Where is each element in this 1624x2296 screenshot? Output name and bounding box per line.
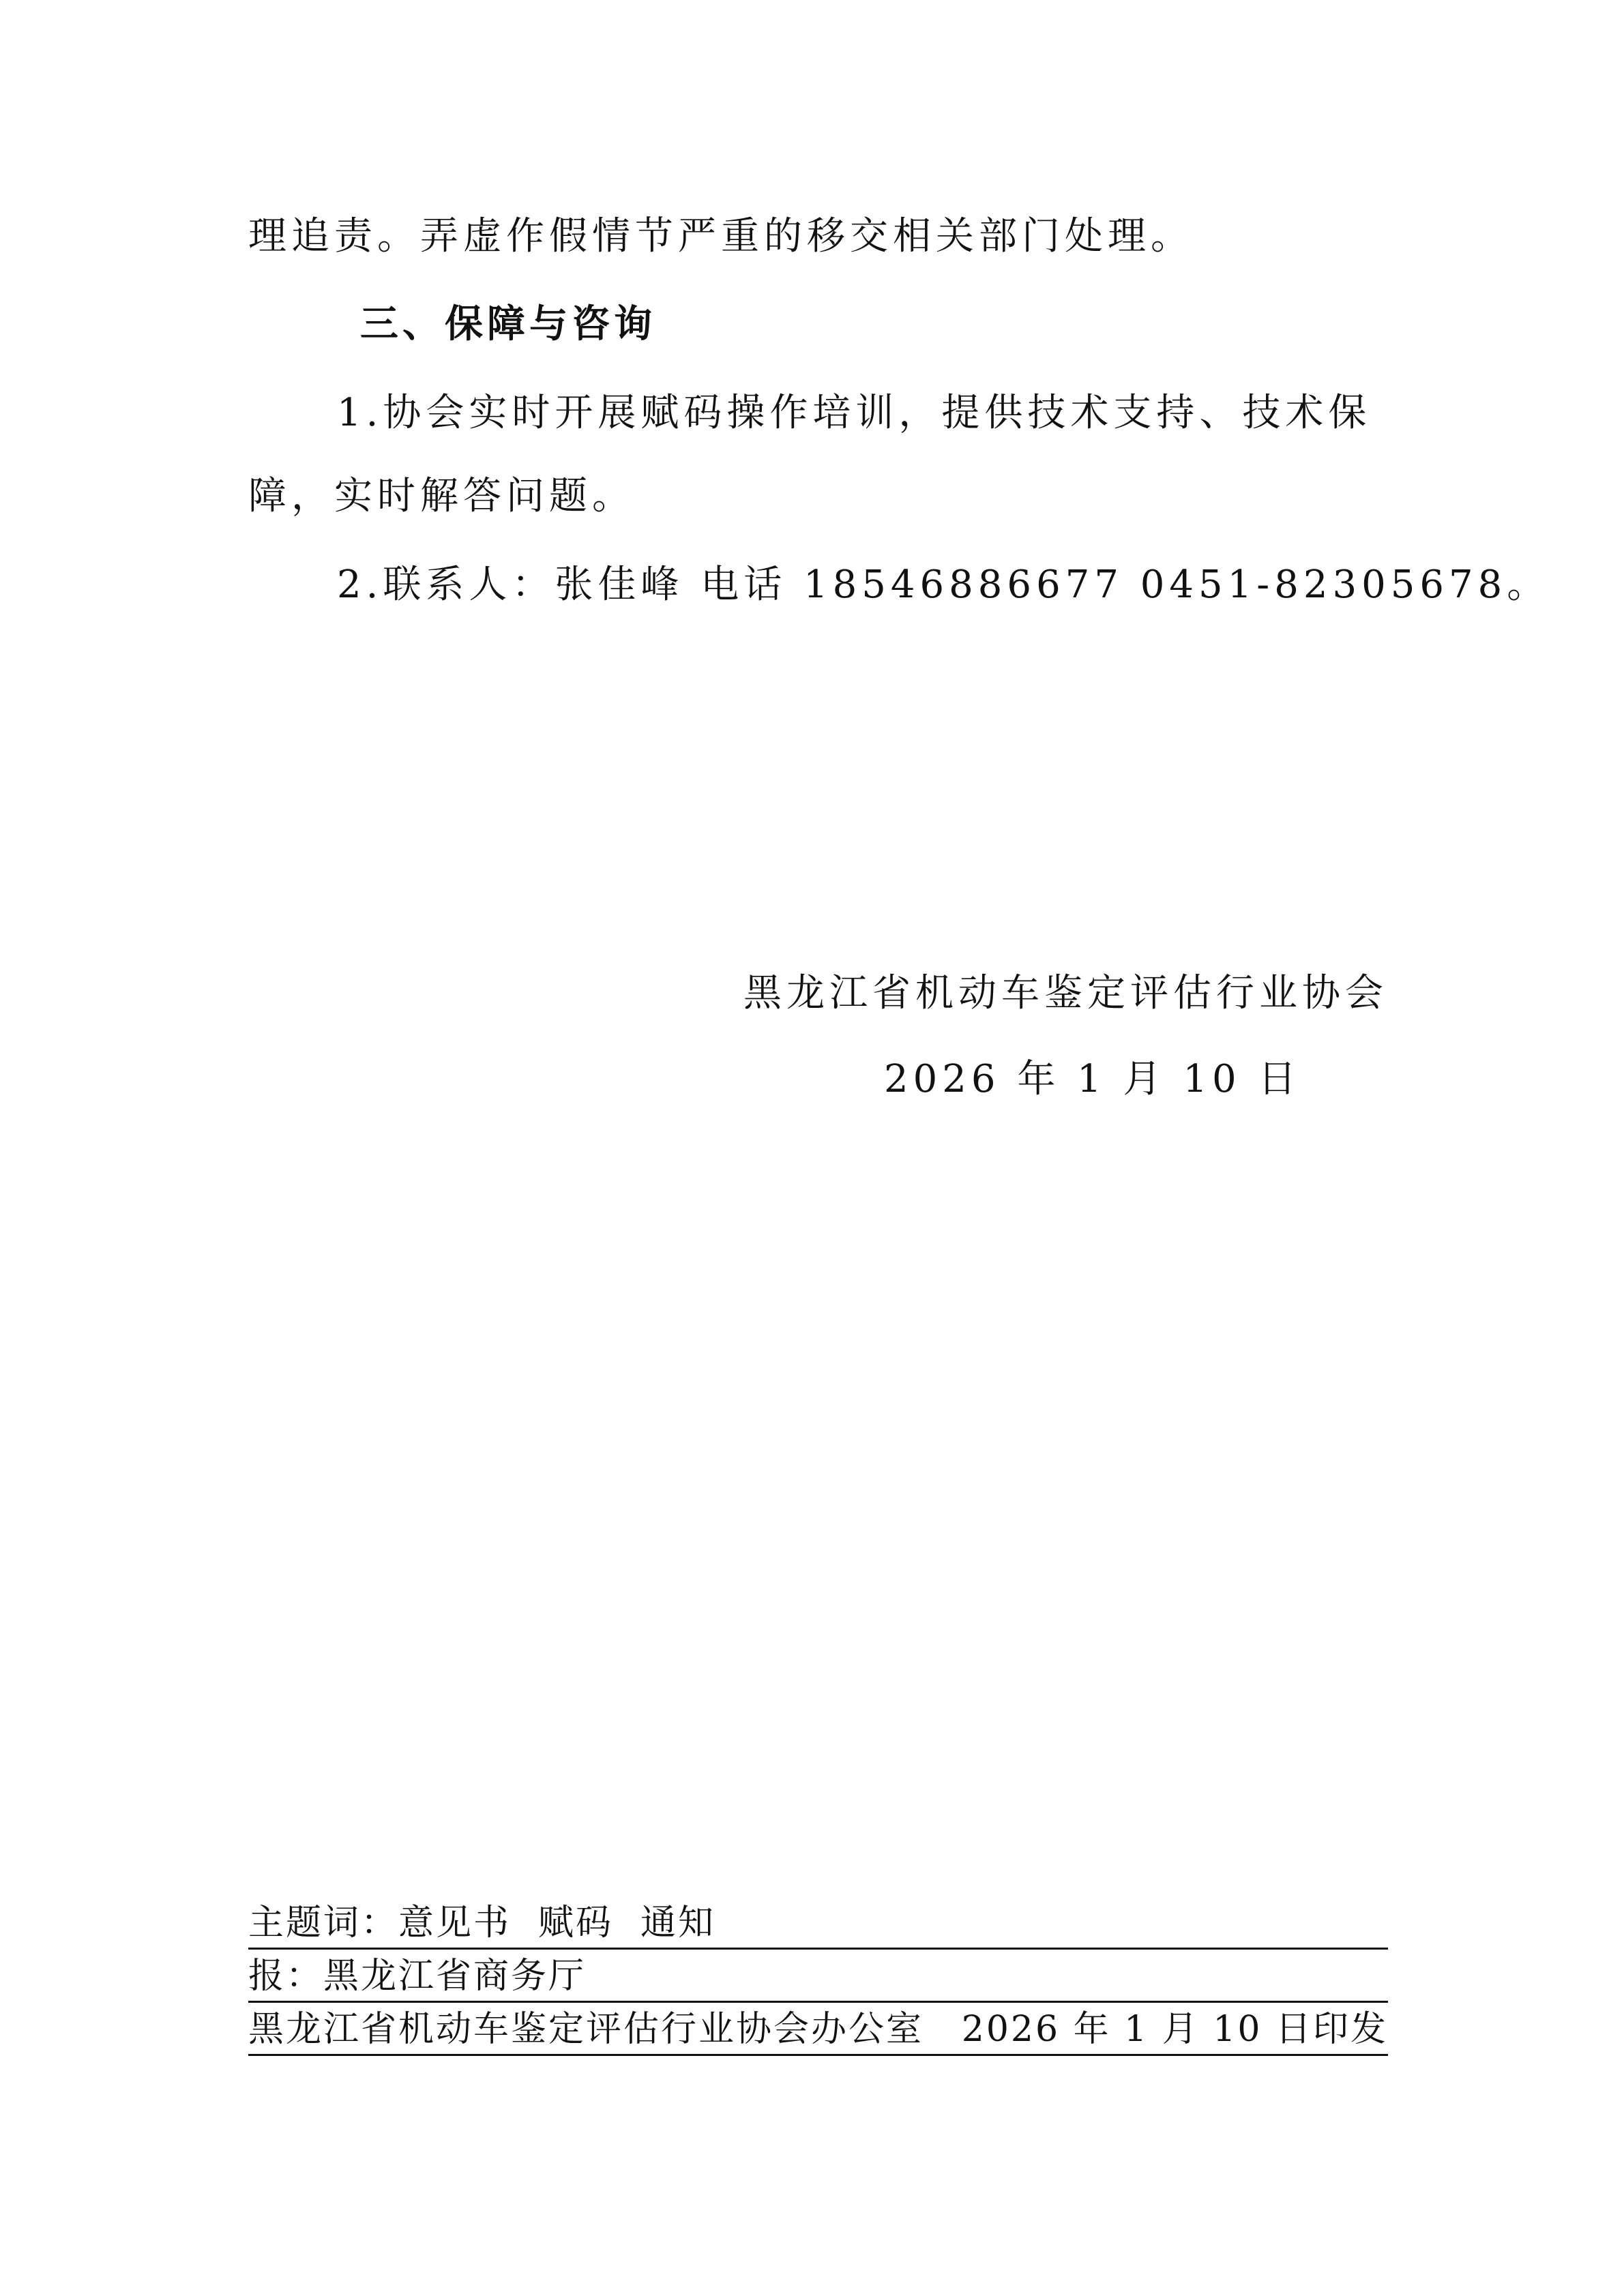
issue-date: 2026 年 1 月 10 日印发 [961, 2009, 1388, 2050]
body-paragraph-continuation: 理追责。弄虚作假情节严重的移交相关部门处理。 [248, 214, 1194, 258]
list-item-1-line-1: 1.协会实时开展赋码操作培训，提供技术支持、技术保 [337, 391, 1372, 435]
footer-keywords-row [248, 1898, 1388, 1950]
signature-organization: 黑龙江省机动车鉴定评估行业协会 [743, 971, 1388, 1015]
report-to-label: 报： [248, 1956, 324, 1997]
list-item-2-contact: 2.联系人：张佳峰 电话 18546886677 0451-82305678。 [337, 563, 1550, 607]
report-to-recipient: 黑龙江省商务厅 [323, 1956, 587, 1997]
issuer-name: 黑龙江省机动车鉴定评估行业协会办公室 [248, 2009, 924, 2050]
list-item-1-line-2: 障，实时解答问题。 [248, 474, 635, 518]
footer-report-to-row [248, 1952, 1388, 2003]
section-heading-support: 三、保障与咨询 [360, 302, 656, 346]
keyword-item: 通知 [640, 1903, 716, 1943]
keyword-item: 意见书 [398, 1903, 512, 1943]
signature-date: 2026 年 1 月 10 日 [884, 1057, 1301, 1101]
keyword-item: 赋码 [538, 1903, 614, 1943]
footer-issuer-row [248, 2005, 1388, 2056]
keywords-label: 主题词： [248, 1903, 399, 1943]
